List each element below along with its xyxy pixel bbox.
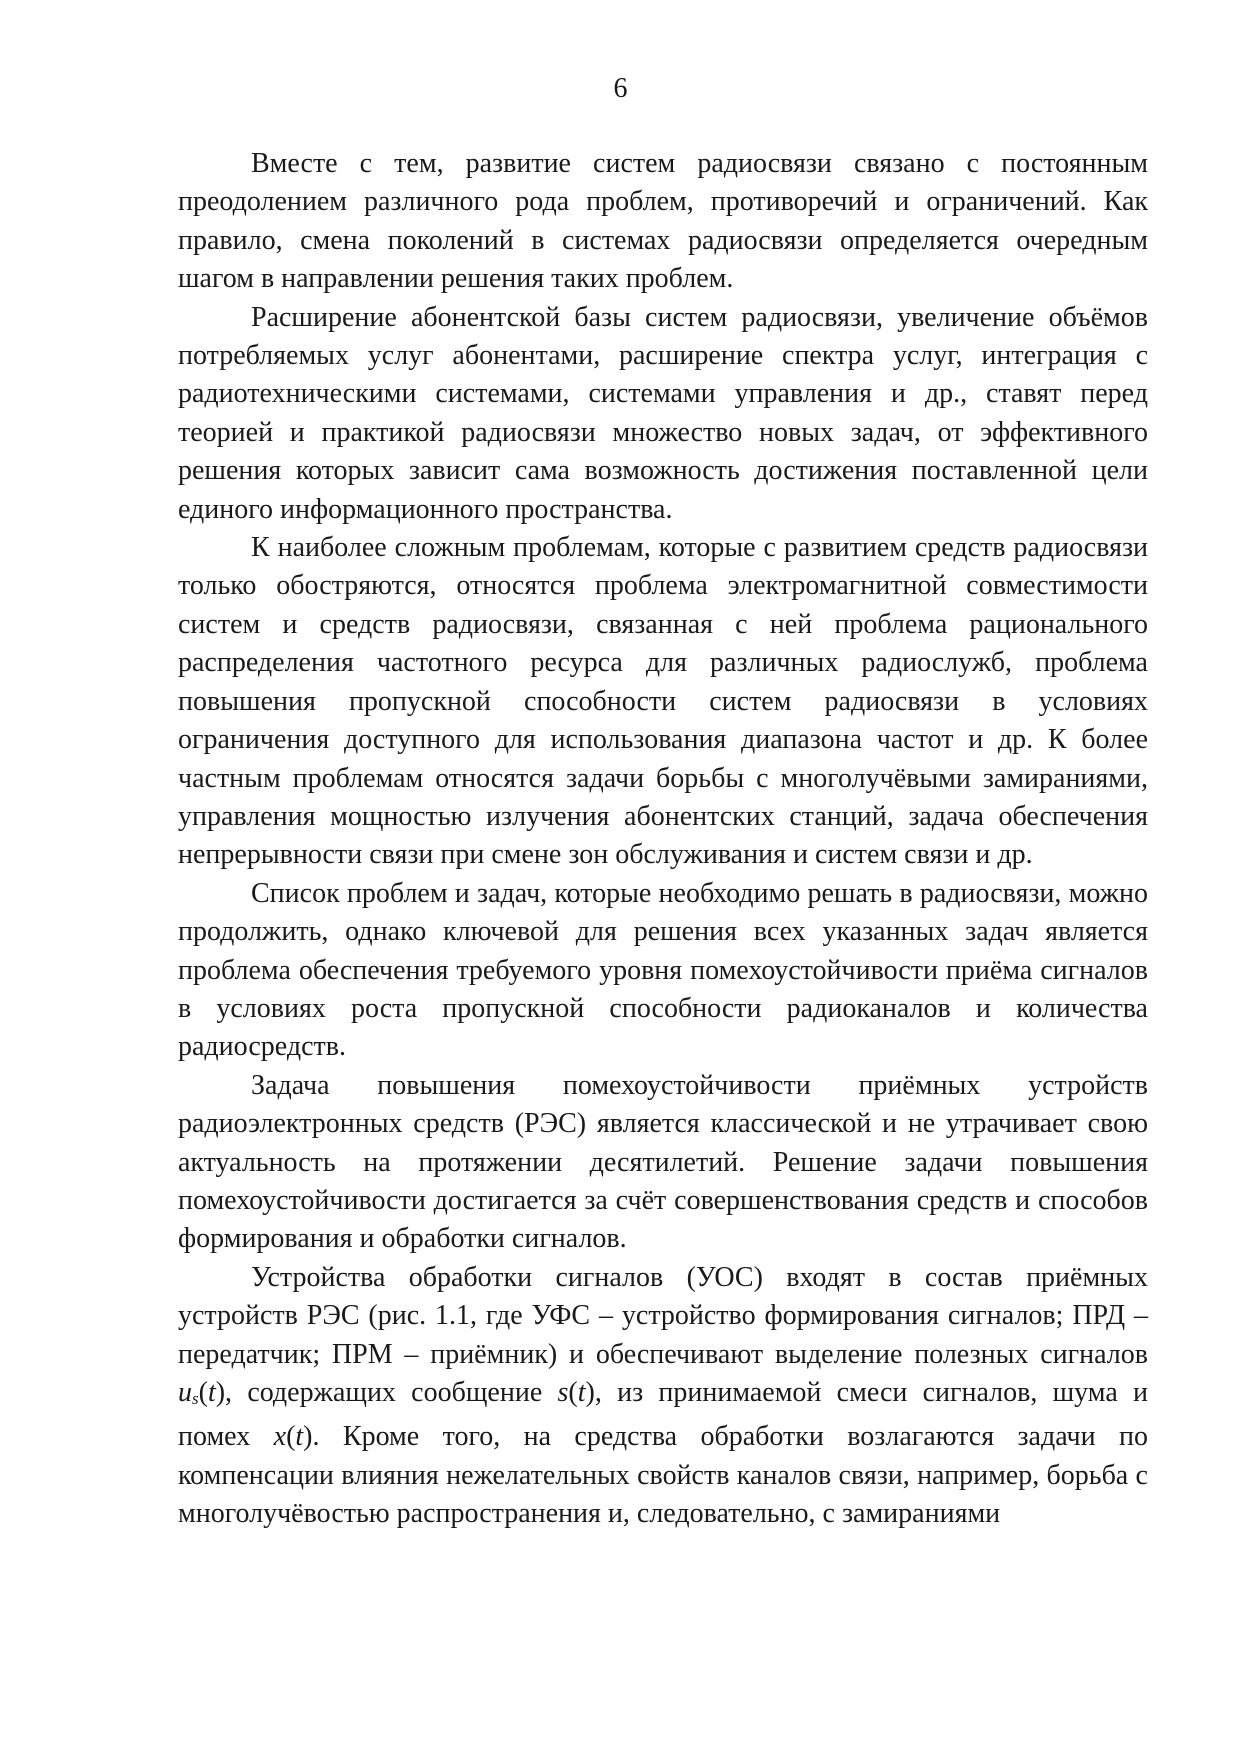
mixture-paren-close: ). <box>303 1421 320 1453</box>
paragraph-4: Список проблем и задач, которые необходимо решать в радиосвязи, можно продолжить, однако ключевой для решения всех указанных задач является проблема обеспечения требуемого уровня помехоустойчивости приёма сигналов в условиях роста пропускной способности радиоканалов и количества радиосредств. <box>178 877 1148 1063</box>
paragraph-6-text-3: из принимаемой смеси сигналов, шума и помех <box>178 1377 1148 1453</box>
paragraph-6-text-1: Устройства обработки сигналов (УОС) входят в состав приёмных устройств РЭС (рис. 1.1, где УФС – устройство формирования сигналов; ПРД – передатчик; ПРМ – приёмник) и обеспечивают выделение полезных сигналов <box>178 1261 1148 1370</box>
useful-signal-symbol: u <box>178 1377 192 1408</box>
message-paren-open: ( <box>568 1377 578 1408</box>
mixture-paren-open: ( <box>286 1421 296 1453</box>
paragraph-5: Задача повышения помехоустойчивости приёмных устройств радиоэлектронных средств (РЭС) является классической и не утрачивает свою актуальность на протяжении десятилетий. Решение задачи повышения помехоустойчивости достигается за счёт совершенствования средств и способов формирования и обработки сигналов. <box>178 1069 1148 1255</box>
mixture-argument: t <box>295 1421 304 1453</box>
paragraph-1: Вместе с тем, развитие систем радиосвязи связано с постоянным преодолением различного рода проблем, противоречий и ограничений. Как правило, смена поколений в системах радиосвязи определяется очередным шагом в направлении решения таких проблем. <box>178 148 1148 295</box>
useful-signal-subscript: s <box>192 1389 199 1408</box>
paragraph-3: К наиболее сложным проблемам, которые с развитием средств радиосвязи только обостряются, относятся проблема электромагнитной совместимости систем и средств радиосвязи, связанная с ней проблема рационального распределения частотного ресурса для различных радиослужб, проблема повышения пропускной способности систем радиосвязи в условиях ограничения доступного для использования диапазона частот и др. К более частным проблемам относятся задачи борьбы с многолучёвыми замираниями, управления мощностью излучения абонентских станций, задача обеспечения непрерывности связи при смене зон обслуживания и систем связи и др. <box>178 532 1148 871</box>
message-paren-close: ), <box>585 1377 602 1408</box>
paragraph-6 <box>178 1259 1148 1534</box>
useful-signal-paren-close: ), <box>215 1377 233 1408</box>
paragraph-6-text-2: содержащих сообщение <box>232 1377 558 1408</box>
paragraph-2: Расширение абонентской базы систем радиосвязи, увеличение объёмов потребляемых услуг абонентами, расширение спектра услуг, интеграция с радиотехническими системами, системами управления и др., ставят перед теорией и практикой радиосвязи множество новых задач, от эффективного решения которых зависит сама возможность достижения поставленной цели единого информационного пространства. <box>178 301 1148 525</box>
page-number: 6 <box>613 73 628 104</box>
message-argument: t <box>577 1377 586 1408</box>
body-text <box>178 145 1148 1534</box>
message-symbol: s <box>557 1377 569 1408</box>
useful-signal-argument: t <box>207 1377 216 1408</box>
mixture-symbol: x <box>273 1421 287 1453</box>
useful-signal-paren-open: ( <box>198 1377 208 1408</box>
paragraph-6-text-4: Кроме того, на средства обработки возлагаются задачи по компенсации влияния нежелательных свойств каналов связи, например, борьба с многолучёвостью распространения и, следовательно, с замираниями <box>178 1421 1148 1530</box>
